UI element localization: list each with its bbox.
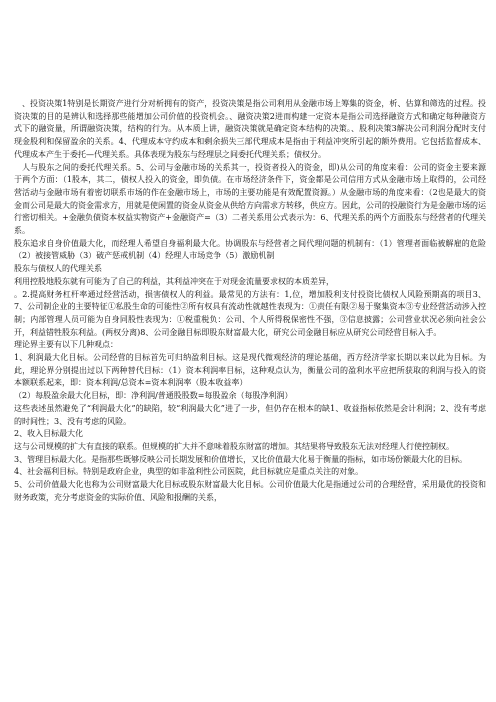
paragraph-10: 这些表述虽然避免了“利润最大化”的缺陷，较“利润最大化”进了一步，但仍存在根本的缺1、收益指标依然是会计利润；2、没有考虑的时间性；3、没有考虑的风险。 xyxy=(14,403,486,426)
paragraph-8: 1、利润最大化目标。公司经营的目标首先可归纳盈利目标。这是现代微观经济的理论基础，西方经济学家长期以来以此为目标。为此，理论界分别提出过以下两种替代目标：（1）资本利润率目标，这种观点认为，衡量公司的盈利水平应把所获取的利润与投入的资本额联系起来，即：资本利润/总资本=资本利润率（股本收益率） xyxy=(14,353,486,388)
paragraph-15: 5、公司价值最大化也称为公司财富最大化目标或股东财富最大化目标。公司价值最大化是指通过公司的合理经营，采用最优的投资和财务政策，充分考虑资金的实际价值、风险和报酬的关系， xyxy=(14,480,486,502)
paragraph-11: 2、收入目标最大化 xyxy=(14,429,84,439)
paragraph-9: （2）每股盈余最大化目标，即：净利润/普通股股数=每股盈余（每股净利润） xyxy=(14,391,293,401)
paragraph-6: 。2.提高财务杠杆率通过经营活动，损害债权人的利益。最常见的方法有：1,位，增加股利支付投资比债权人风险预期高的项目3、7、公司制企业的主要特征①私股生命的可能性②所有权具有流动性就越性表现为：①责任有限②易于聚集资本③专业经营活动涉入控制；内部管理人员可能为自身同股性表现为：①税重税负：公司、个人所得税保密性不强，③信息披露；公司营业状况必须向社会公开，利益错牲股东利益。(两权分离)8、公司金融目标即股东财富最大化，研究公司金融目标应从研究公司经营目标入手。 xyxy=(14,289,486,337)
paragraph-13: 3、管理目标最大化。是指那些既够反映公司长期发展和价值增长，又比价值最大化易于衡量的指标，如市场份额最大化的目标。 xyxy=(14,454,468,464)
paragraph-2: 人与股东之间的委托代理关系。5、公司与金融市场的关系其一，投资者投入的资金，即)从公司的角度来看：公司的资金主要来源于两个方面：（1股本，其二，债权人投入的资金，即负债。在市场经济条件下，资金都是公司信用方式从金融市场上取得的，公司经营活动与金融市场有着密切联系市场的作在金融市场上，市场的主要功能是有效配置资源。）从金融市场的角度来看：（2也是最大的资金而公司是最大的资金需求方，用就是使闲置的资金从资金从供给方向需求方转移，供应方。因此，公司的投融资行为是金融市场的运行密切相关。+金融负债资本权益实物资产+金融资产=（3）二者关系用公式表示为：6、代理关系的两个方面股东与经营者的代理关系。 xyxy=(14,162,486,236)
paragraph-3: 股东追求自身价值最大化，而经理人希望自身福利最大化。协调股东与经营者之间代理问题的机制有：（1）管理者面临被解雇的危险（2）被接管威胁（3）破产惩戒机制（4）经理人市场竞争（5）激励机制 xyxy=(14,238,486,261)
paragraph-4: 股东与债权人的代理关系 xyxy=(14,264,102,274)
paragraph-1: 、投资决策1特别是长期资产进行分对析拥有的资产，投资决策是指公司利用从金融市场上筹集的资金，析、估算和筛选的过程。投资决策的目的是辨认和选择那些能增加公司价值的投资机会。、融资决策2进而构建一定资本是指公司选择融资方式和确定每种融资方式下的融资量，所谓融资决策，结构的行为。从本质上讲，融资决策就是确定资本结构的决策。、股利决策3解决公司利润分配时支付现金股利和保留盈余的关系。4、代理成本守约成本和剩余损失三部代理成本是指由于利益冲突所引起的额外费用。它包括监督成本、代理成本产生于委托—代理关系。具体表现为股东与经理层之间委托代理关系；债权分。 xyxy=(14,99,486,159)
paragraph-12: 这与公司规模的扩大有直接的联系。但规模的扩大并不意味着股东财富的增加。其结果将导致股东无法对经理人行使控制权。 xyxy=(14,441,454,451)
paragraph-5: 利用控股地股东就有可能为了自己的利益，其利益冲突在于对现金流量要求权的本质差异， xyxy=(14,276,334,286)
paragraph-14: 4、社会福利目标。特别是政府企业，典型的如非盈利性公司医院，此目标就应是重点关注的对象。 xyxy=(14,467,364,477)
paragraph-7: 理论界主要有以下几种观点： xyxy=(14,340,118,350)
